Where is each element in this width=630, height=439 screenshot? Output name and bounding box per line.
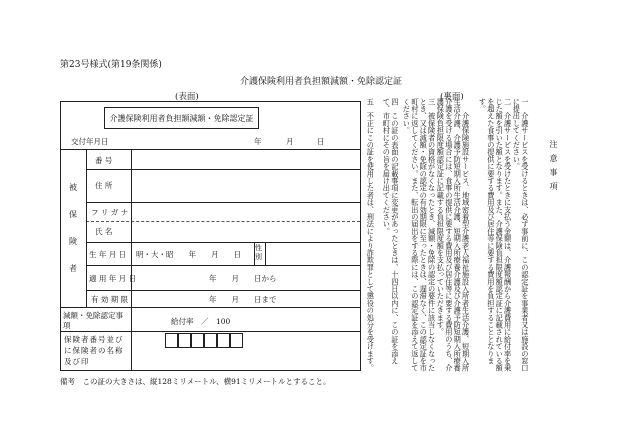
- notes-title: 注意事項: [549, 140, 558, 196]
- insurer-number-digit-4: [204, 333, 217, 348]
- applied-date-label: 適 用 年 月 日: [89, 274, 137, 283]
- note-4: 四 この証の表面の記載事項に変更があったときは、十四日以内に、この証を添えて、市町村にその旨を届け出てください。: [382, 98, 400, 365]
- name-label: 氏 名: [95, 227, 113, 236]
- rule-address: [86, 202, 360, 203]
- rule-birth: [86, 265, 360, 266]
- insurer-number-digit-3: [191, 333, 204, 348]
- note-1: 一 介護サービスを受けるときは、必ず事前に、この認定証を事業者又は施設の窓口に提出してください。: [512, 98, 530, 372]
- document-title: 介護保険利用者負担額減額・免除認定証: [240, 77, 403, 87]
- certificate-name-box: 介護保険利用者負担額減額・免除認定証: [104, 107, 259, 129]
- insured-char-4: 者: [69, 264, 77, 273]
- note-5: 五 不正にこの証を使用した者は、刑法により詐欺罪として懲役の処分を受けます。: [366, 98, 376, 372]
- front-side-label: (表面): [175, 92, 199, 102]
- note-2-continued: 介護保険施設サービス、地域密着型介護老人福祉施設入所者生活介護、短期入所生活介護、介護予防短期入所生活介護、短期入所療養介護及び介護予防短期入所療養介護を受ける場合には、食事の提供に要する費用及び居住等に要する費用のうち、介護保険負担限度額認定証に記載する負担限度額を支払っていただきます。: [436, 98, 471, 372]
- rule-number: [86, 169, 360, 170]
- birthdate-value: 明・大・昭 年 月 日: [136, 250, 241, 259]
- issue-year-unit: 年: [254, 137, 262, 146]
- rule-insured-col: [86, 149, 87, 307]
- applied-date-value: 年 月 日から: [209, 274, 277, 283]
- insurer-info-label: 保険者番号並びに保険者の名称及び印: [64, 335, 124, 366]
- insurer-number-digit-1: [165, 333, 178, 348]
- note-3: 三 被保険者の資格がなくなったとき、減額・免除の認定の要件に該当しなくなったとき、又は減額・免除の認定の有効期限に至ったときは、遅滞なく、この認定証を市町村に返してください。また、転出の届出をする際には、この認定証を添えて返してください。: [402, 98, 437, 372]
- birthdate-label: 生 年 月 日: [89, 250, 127, 259]
- notes-section: [366, 98, 570, 378]
- rule-valid: [61, 307, 360, 308]
- insured-char-3: 険: [69, 237, 77, 246]
- rule-name: [86, 242, 360, 243]
- gender-label: 性別: [255, 244, 262, 261]
- issue-month-unit: 月: [286, 137, 294, 146]
- footer-remark: 備考 この証の大きさは、縦128ミリメートル、横91ミリメートルとすること。: [60, 377, 331, 386]
- valid-until-value: 年 月 日まで: [209, 295, 277, 304]
- rule-furigana: [86, 221, 360, 222]
- insured-char-1: 被: [69, 183, 77, 192]
- insurer-number-digit-6: [230, 333, 243, 348]
- insurer-number-digit-5: [217, 333, 230, 348]
- issue-date-label: 交付年月日: [71, 137, 109, 146]
- rule-applied: [86, 290, 360, 291]
- form-number: 第23号様式(第19条関係): [60, 60, 162, 70]
- insured-number-label: 番 号: [95, 156, 113, 165]
- issue-day-unit: 日: [317, 137, 325, 146]
- rule-label-col-lower: [131, 307, 132, 371]
- insurer-number-digit-2: [178, 333, 191, 348]
- benefit-rate: 給付率 ／ 100: [171, 317, 231, 326]
- front-card: [60, 101, 361, 371]
- card-header: [61, 102, 360, 149]
- rule-top: [61, 149, 360, 150]
- valid-until-label: 有 効 期 限: [91, 295, 129, 304]
- rule-gender-right: [265, 242, 266, 265]
- furigana-label: フ リ ガ ナ: [91, 208, 129, 217]
- insured-char-2: 保: [69, 210, 77, 219]
- address-label: 住 所: [95, 181, 113, 190]
- rule-reduction: [61, 331, 360, 332]
- reduction-matter-label: 減額・免除認定事項: [63, 311, 123, 330]
- note-2: 二 介護サービスを受けたときに支払う金額は、介護報酬から介護費用に給付率を乗じた額を引いた額となります。また、介護保険負担限度額認定証に記載されている額を超えた食事の提供に要する費用及び居住等に要する費用を負担することとなります。: [478, 98, 513, 372]
- back-side-label: (裏面): [440, 92, 464, 102]
